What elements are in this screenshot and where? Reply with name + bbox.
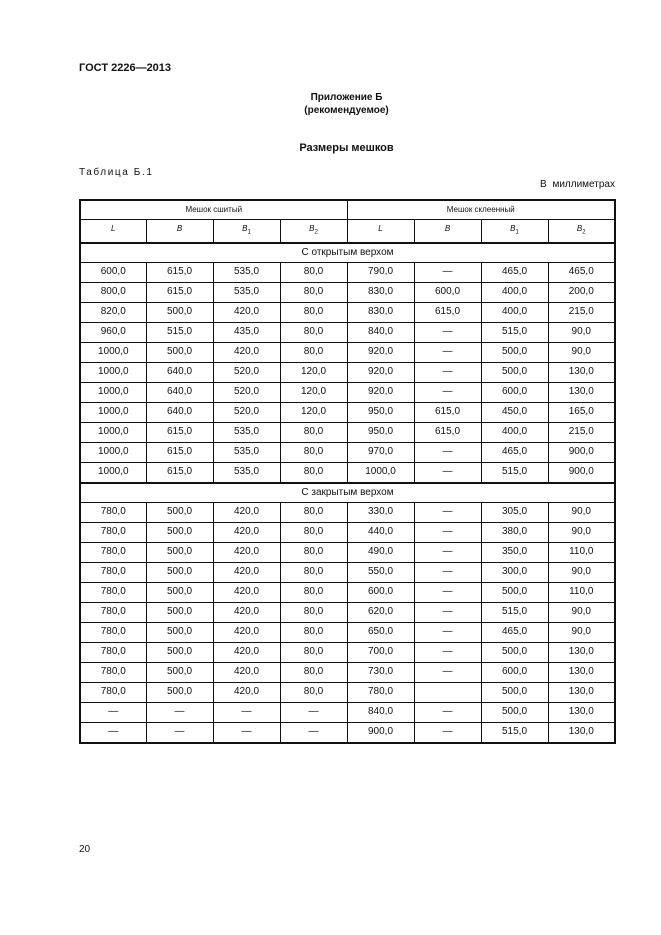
table-cell: 780,0 bbox=[80, 522, 146, 542]
table-cell: 520,0 bbox=[213, 402, 280, 422]
section-heading: Размеры мешков bbox=[299, 142, 394, 154]
table-cell: 1000,0 bbox=[80, 342, 146, 362]
table-cell: — bbox=[414, 322, 481, 342]
table-row bbox=[80, 262, 615, 282]
table-cell: 500,0 bbox=[481, 362, 548, 382]
table-cell: 500,0 bbox=[146, 502, 213, 522]
table-cell: 215,0 bbox=[548, 302, 615, 322]
column-header: $B_1$ bbox=[213, 220, 280, 243]
table-cell: 900,0 bbox=[347, 722, 414, 743]
table-cell: 920,0 bbox=[347, 362, 414, 382]
table-row bbox=[80, 502, 615, 522]
table-cell: 80,0 bbox=[280, 522, 347, 542]
table-row bbox=[80, 462, 615, 483]
table-cell: 790,0 bbox=[347, 262, 414, 282]
table-cell: 465,0 bbox=[481, 262, 548, 282]
standard-number: ГОСТ 2226—2013 bbox=[79, 62, 172, 74]
table-cell: 90,0 bbox=[548, 322, 615, 342]
table-cell: 130,0 bbox=[548, 702, 615, 722]
table-cell: 800,0 bbox=[80, 282, 146, 302]
table-cell: 600,0 bbox=[481, 662, 548, 682]
column-header: $B_2$ bbox=[548, 220, 615, 243]
table-cell: 215,0 bbox=[548, 422, 615, 442]
table-cell: 780,0 bbox=[347, 682, 414, 702]
table-cell: 120,0 bbox=[280, 402, 347, 422]
table-cell: 535,0 bbox=[213, 262, 280, 282]
table-cell: 1000,0 bbox=[347, 462, 414, 483]
column-header: B bbox=[146, 220, 213, 243]
table-cell: 130,0 bbox=[548, 722, 615, 743]
table-cell: — bbox=[280, 702, 347, 722]
table-cell: 950,0 bbox=[347, 422, 414, 442]
table-cell: 1000,0 bbox=[80, 462, 146, 483]
table-cell: — bbox=[414, 622, 481, 642]
table-row bbox=[80, 362, 615, 382]
table-cell: 820,0 bbox=[80, 302, 146, 322]
table-cell: — bbox=[414, 382, 481, 402]
table-cell: 615,0 bbox=[146, 262, 213, 282]
table-cell: — bbox=[213, 702, 280, 722]
table-cell: 200,0 bbox=[548, 282, 615, 302]
table-cell: 450,0 bbox=[481, 402, 548, 422]
table-cell: 500,0 bbox=[146, 342, 213, 362]
table-cell: 465,0 bbox=[481, 442, 548, 462]
table-cell: 840,0 bbox=[347, 322, 414, 342]
table-cell: 500,0 bbox=[146, 562, 213, 582]
table-cell: 515,0 bbox=[481, 322, 548, 342]
table-cell: 130,0 bbox=[548, 642, 615, 662]
table-cell: 970,0 bbox=[347, 442, 414, 462]
table-cell: 500,0 bbox=[146, 542, 213, 562]
table-cell: 80,0 bbox=[280, 502, 347, 522]
column-header: B bbox=[414, 220, 481, 243]
table-cell: 615,0 bbox=[146, 462, 213, 483]
annex-status: (рекомендуемое) bbox=[304, 105, 389, 116]
table-cell: 1000,0 bbox=[80, 362, 146, 382]
table-cell: 120,0 bbox=[280, 362, 347, 382]
table-cell: 80,0 bbox=[280, 282, 347, 302]
table-row bbox=[80, 582, 615, 602]
table-cell: 500,0 bbox=[146, 302, 213, 322]
table-cell: 535,0 bbox=[213, 442, 280, 462]
table-cell: 500,0 bbox=[146, 662, 213, 682]
table-cell: — bbox=[414, 342, 481, 362]
table-cell: 780,0 bbox=[80, 562, 146, 582]
table-cell: 110,0 bbox=[548, 582, 615, 602]
table-cell: 420,0 bbox=[213, 522, 280, 542]
table-cell: 130,0 bbox=[548, 362, 615, 382]
table-cell: 165,0 bbox=[548, 402, 615, 422]
table-cell: 1000,0 bbox=[80, 382, 146, 402]
table-cell: 420,0 bbox=[213, 662, 280, 682]
table-cell: 80,0 bbox=[280, 562, 347, 582]
table-row bbox=[80, 602, 615, 622]
table-cell: 780,0 bbox=[80, 622, 146, 642]
table-cell: 80,0 bbox=[280, 622, 347, 642]
table-cell: — bbox=[414, 662, 481, 682]
section-closed-top: С закрытым верхом bbox=[80, 483, 615, 503]
table-cell: — bbox=[146, 702, 213, 722]
table-cell: 500,0 bbox=[146, 622, 213, 642]
table-cell: — bbox=[80, 702, 146, 722]
table-cell: 535,0 bbox=[213, 422, 280, 442]
table-cell: — bbox=[414, 642, 481, 662]
table-cell: — bbox=[414, 362, 481, 382]
table-cell: 650,0 bbox=[347, 622, 414, 642]
column-header: $B_2$ bbox=[280, 220, 347, 243]
table-cell: 620,0 bbox=[347, 602, 414, 622]
table-cell: 515,0 bbox=[481, 722, 548, 743]
table-row bbox=[80, 302, 615, 322]
table-cell: 420,0 bbox=[213, 622, 280, 642]
table-cell: 80,0 bbox=[280, 602, 347, 622]
table-cell: 400,0 bbox=[481, 422, 548, 442]
table-cell: 600,0 bbox=[80, 262, 146, 282]
table-cell: 465,0 bbox=[548, 262, 615, 282]
table-cell: — bbox=[414, 262, 481, 282]
column-header: L bbox=[347, 220, 414, 243]
table-cell: 435,0 bbox=[213, 322, 280, 342]
table-cell: 830,0 bbox=[347, 302, 414, 322]
table-cell: 300,0 bbox=[481, 562, 548, 582]
table-cell: — bbox=[414, 462, 481, 483]
table-cell: 90,0 bbox=[548, 562, 615, 582]
table-cell: 420,0 bbox=[213, 562, 280, 582]
table-cell: — bbox=[414, 702, 481, 722]
table-cell: 1000,0 bbox=[80, 422, 146, 442]
table-cell: 550,0 bbox=[347, 562, 414, 582]
table-cell: 600,0 bbox=[347, 582, 414, 602]
table-cell: 490,0 bbox=[347, 542, 414, 562]
table-cell: — bbox=[213, 722, 280, 743]
table-cell: 80,0 bbox=[280, 302, 347, 322]
table-cell: — bbox=[146, 722, 213, 743]
table-cell: 80,0 bbox=[280, 262, 347, 282]
table-cell: 780,0 bbox=[80, 602, 146, 622]
table-cell: 80,0 bbox=[280, 422, 347, 442]
table-cell: 110,0 bbox=[548, 542, 615, 562]
table-cell: 640,0 bbox=[146, 402, 213, 422]
table-cell: — bbox=[414, 582, 481, 602]
table-cell: 420,0 bbox=[213, 302, 280, 322]
table-cell: 640,0 bbox=[146, 362, 213, 382]
table-row bbox=[80, 422, 615, 442]
table-cell: 130,0 bbox=[548, 382, 615, 402]
table-cell: 615,0 bbox=[146, 282, 213, 302]
table-cell: 80,0 bbox=[280, 582, 347, 602]
table-row bbox=[80, 342, 615, 362]
table-cell: 780,0 bbox=[80, 502, 146, 522]
table-cell: 420,0 bbox=[213, 682, 280, 702]
column-header-row bbox=[80, 220, 615, 243]
table-cell: 500,0 bbox=[146, 522, 213, 542]
table-cell: — bbox=[414, 722, 481, 743]
table-cell: 80,0 bbox=[280, 322, 347, 342]
table-row bbox=[80, 282, 615, 302]
table-cell: — bbox=[414, 562, 481, 582]
table-cell: 440,0 bbox=[347, 522, 414, 542]
table-cell: 400,0 bbox=[481, 282, 548, 302]
table-cell: 465,0 bbox=[481, 622, 548, 642]
table-cell: 80,0 bbox=[280, 462, 347, 483]
table-cell: 640,0 bbox=[146, 382, 213, 402]
table-cell: 615,0 bbox=[146, 422, 213, 442]
table-cell: 420,0 bbox=[213, 642, 280, 662]
table-cell: 780,0 bbox=[80, 582, 146, 602]
table-cell: — bbox=[414, 542, 481, 562]
table-row bbox=[80, 702, 615, 722]
table-cell: 80,0 bbox=[280, 642, 347, 662]
table-cell: 950,0 bbox=[347, 402, 414, 422]
annex-title: Приложение Б bbox=[310, 92, 383, 103]
table-cell: 615,0 bbox=[146, 442, 213, 462]
table-cell: 500,0 bbox=[481, 702, 548, 722]
table-row bbox=[80, 622, 615, 642]
table-cell: 500,0 bbox=[481, 342, 548, 362]
table-cell: 900,0 bbox=[548, 462, 615, 483]
table-cell: — bbox=[414, 442, 481, 462]
table-cell: 600,0 bbox=[481, 382, 548, 402]
table-cell: 1000,0 bbox=[80, 442, 146, 462]
table-row bbox=[80, 542, 615, 562]
table-cell: 80,0 bbox=[280, 682, 347, 702]
table-cell bbox=[414, 682, 481, 702]
table-cell: 80,0 bbox=[280, 542, 347, 562]
section-open-top: С открытым верхом bbox=[80, 243, 615, 263]
table-cell: 350,0 bbox=[481, 542, 548, 562]
table-cell: 840,0 bbox=[347, 702, 414, 722]
table-cell: 500,0 bbox=[146, 682, 213, 702]
group-header-sewn: Мешок сшитый bbox=[80, 200, 347, 220]
table-cell: 130,0 bbox=[548, 662, 615, 682]
table-cell: 515,0 bbox=[146, 322, 213, 342]
table-cell: 960,0 bbox=[80, 322, 146, 342]
table-cell: 900,0 bbox=[548, 442, 615, 462]
table-cell: 90,0 bbox=[548, 602, 615, 622]
table-row bbox=[80, 682, 615, 702]
table-cell: 600,0 bbox=[414, 282, 481, 302]
table-cell: 90,0 bbox=[548, 522, 615, 542]
table-cell: 420,0 bbox=[213, 342, 280, 362]
column-header: L bbox=[80, 220, 146, 243]
table-cell: 515,0 bbox=[481, 462, 548, 483]
units-note: В миллиметрах bbox=[540, 179, 615, 190]
table-cell: — bbox=[280, 722, 347, 743]
table-cell: 515,0 bbox=[481, 602, 548, 622]
table-cell: 120,0 bbox=[280, 382, 347, 402]
table-cell: — bbox=[414, 602, 481, 622]
table-cell: 80,0 bbox=[280, 342, 347, 362]
table-cell: 535,0 bbox=[213, 282, 280, 302]
table-cell: 730,0 bbox=[347, 662, 414, 682]
table-cell: 90,0 bbox=[548, 622, 615, 642]
table-cell: 500,0 bbox=[146, 642, 213, 662]
table-cell: 500,0 bbox=[146, 582, 213, 602]
table-cell: 330,0 bbox=[347, 502, 414, 522]
table-cell: 520,0 bbox=[213, 382, 280, 402]
table-cell: 920,0 bbox=[347, 342, 414, 362]
table-cell: 535,0 bbox=[213, 462, 280, 483]
table-row bbox=[80, 522, 615, 542]
table-cell: 80,0 bbox=[280, 442, 347, 462]
table-row bbox=[80, 382, 615, 402]
table-cell: 80,0 bbox=[280, 662, 347, 682]
table-cell: 780,0 bbox=[80, 682, 146, 702]
table-row bbox=[80, 722, 615, 743]
table-cell: 920,0 bbox=[347, 382, 414, 402]
table-cell: 1000,0 bbox=[80, 402, 146, 422]
table-cell: 780,0 bbox=[80, 642, 146, 662]
table-cell: 420,0 bbox=[213, 582, 280, 602]
table-cell: 130,0 bbox=[548, 682, 615, 702]
table-cell: 380,0 bbox=[481, 522, 548, 542]
table-row bbox=[80, 642, 615, 662]
table-cell: 700,0 bbox=[347, 642, 414, 662]
table-cell: 500,0 bbox=[146, 602, 213, 622]
page-number: 20 bbox=[79, 844, 91, 855]
table-cell: — bbox=[414, 522, 481, 542]
table-cell: 305,0 bbox=[481, 502, 548, 522]
table-cell: 830,0 bbox=[347, 282, 414, 302]
table-cell: 420,0 bbox=[213, 542, 280, 562]
table-row bbox=[80, 402, 615, 422]
table-cell: — bbox=[80, 722, 146, 743]
table-cell: 500,0 bbox=[481, 582, 548, 602]
table-row bbox=[80, 562, 615, 582]
table-cell: 615,0 bbox=[414, 402, 481, 422]
table-row bbox=[80, 662, 615, 682]
table-cell: 780,0 bbox=[80, 542, 146, 562]
table-cell: 90,0 bbox=[548, 502, 615, 522]
column-header: $B_1$ bbox=[481, 220, 548, 243]
table-cell: 500,0 bbox=[481, 642, 548, 662]
table-row bbox=[80, 442, 615, 462]
group-header-glued: Мешок склеенный bbox=[347, 200, 615, 220]
table-cell: 520,0 bbox=[213, 362, 280, 382]
table-cell: 780,0 bbox=[80, 662, 146, 682]
table-cell: 615,0 bbox=[414, 302, 481, 322]
table-cell: 90,0 bbox=[548, 342, 615, 362]
table-caption: Таблица Б.1 bbox=[79, 167, 154, 178]
table-cell: 420,0 bbox=[213, 502, 280, 522]
table-cell: 400,0 bbox=[481, 302, 548, 322]
table-row bbox=[80, 322, 615, 342]
table-cell: — bbox=[414, 502, 481, 522]
table-cell: 420,0 bbox=[213, 602, 280, 622]
table-cell: 500,0 bbox=[481, 682, 548, 702]
table-cell: 615,0 bbox=[414, 422, 481, 442]
bag-dimensions-table bbox=[79, 199, 616, 744]
